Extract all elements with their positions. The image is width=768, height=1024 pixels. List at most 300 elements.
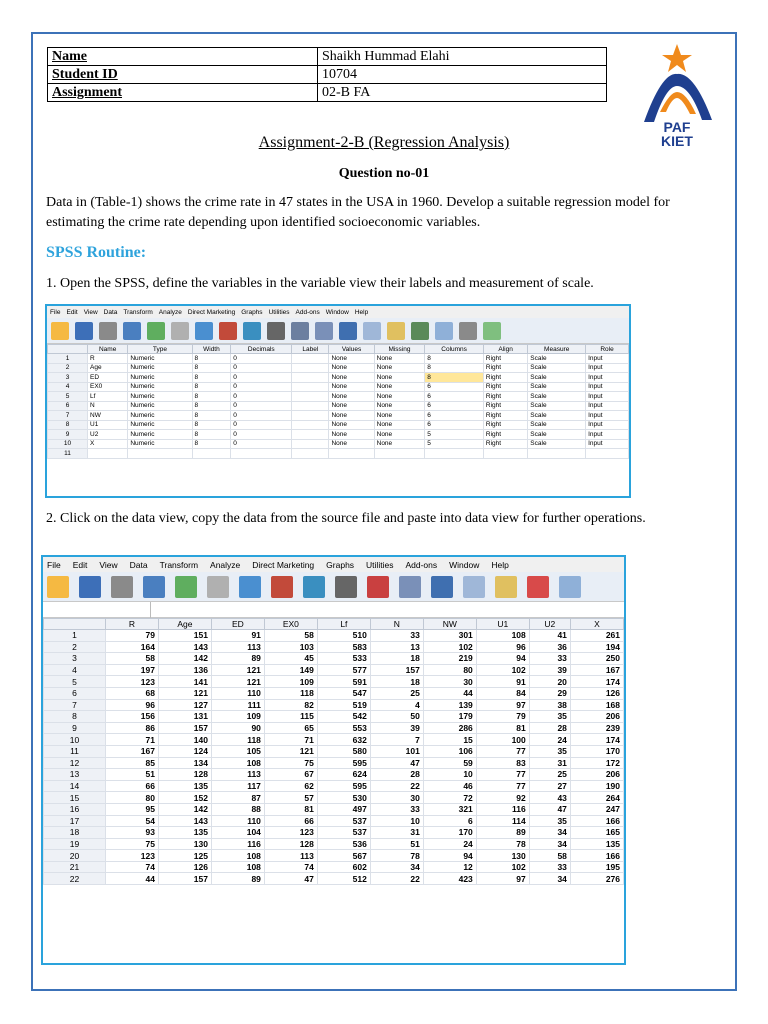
table-cell[interactable]: 108	[211, 850, 264, 862]
value-labels-icon[interactable]	[527, 576, 549, 598]
table-cell[interactable]: None	[374, 401, 425, 411]
column-header[interactable]: Age	[158, 619, 211, 630]
use-sets-icon[interactable]	[559, 576, 581, 598]
table-cell[interactable]: Scale	[528, 420, 586, 430]
table-cell[interactable]: 44	[106, 873, 159, 885]
redo-icon[interactable]	[207, 576, 229, 598]
table-cell[interactable]	[483, 449, 527, 459]
weight-cases-icon[interactable]	[363, 322, 381, 340]
table-cell[interactable]: 152	[158, 792, 211, 804]
table-cell[interactable]: 127	[158, 699, 211, 711]
table-cell[interactable]: 102	[423, 641, 476, 653]
table-cell[interactable]: Numeric	[128, 354, 192, 364]
table-cell[interactable]: Numeric	[128, 382, 192, 392]
table-cell[interactable]: 113	[211, 641, 264, 653]
table-cell[interactable]: 31	[529, 757, 570, 769]
table-cell[interactable]: 136	[158, 664, 211, 676]
table-cell[interactable]: None	[329, 382, 374, 392]
table-cell[interactable]: 39	[529, 664, 570, 676]
column-header[interactable]: U1	[476, 619, 529, 630]
table-cell[interactable]: 82	[264, 699, 317, 711]
table-cell[interactable]: 0	[231, 401, 292, 411]
table-cell[interactable]: 95	[106, 803, 159, 815]
table-cell[interactable]: Input	[586, 411, 629, 421]
table-cell[interactable]: Age	[88, 363, 128, 373]
table-cell[interactable]: 172	[570, 757, 623, 769]
table-cell[interactable]: 10	[370, 815, 423, 827]
table-cell[interactable]: Numeric	[128, 411, 192, 421]
table-cell[interactable]: 8	[192, 392, 231, 402]
column-header[interactable]: Missing	[374, 345, 425, 354]
menu-item[interactable]: Graphs	[326, 559, 355, 570]
table-cell[interactable]: 74	[264, 861, 317, 873]
table-cell[interactable]: 71	[264, 734, 317, 746]
row-number[interactable]: 18	[44, 827, 106, 839]
table-cell[interactable]: None	[374, 382, 425, 392]
table-cell[interactable]	[192, 449, 231, 459]
goto-variable-icon[interactable]	[219, 322, 237, 340]
table-cell[interactable]: 35	[529, 745, 570, 757]
spell-check-icon[interactable]	[483, 322, 501, 340]
table-cell[interactable]	[292, 430, 329, 440]
table-cell[interactable]: 206	[570, 711, 623, 723]
table-cell[interactable]: 128	[264, 838, 317, 850]
table-cell[interactable]: 72	[423, 792, 476, 804]
column-header[interactable]	[48, 345, 88, 354]
table-cell[interactable]: 151	[158, 630, 211, 642]
table-cell[interactable]: 170	[423, 827, 476, 839]
table-cell[interactable]: Input	[586, 354, 629, 364]
row-number[interactable]: 12	[44, 757, 106, 769]
row-number[interactable]: 13	[44, 769, 106, 781]
table-cell[interactable]: 36	[529, 641, 570, 653]
table-cell[interactable]: 142	[158, 803, 211, 815]
table-cell[interactable]	[292, 420, 329, 430]
find-icon[interactable]	[335, 576, 357, 598]
menu-item[interactable]: Add-ons	[405, 559, 438, 570]
table-cell[interactable]: 54	[106, 815, 159, 827]
table-cell[interactable]: 167	[106, 745, 159, 757]
table-cell[interactable]: 33	[370, 803, 423, 815]
table-cell[interactable]: 13	[370, 641, 423, 653]
show-all-icon[interactable]	[459, 322, 477, 340]
table-cell[interactable]: 28	[529, 722, 570, 734]
table-cell[interactable]: 6	[425, 392, 484, 402]
table-cell[interactable]: 139	[423, 699, 476, 711]
weight-cases-icon[interactable]	[463, 576, 485, 598]
table-cell[interactable]: Right	[483, 363, 527, 373]
table-cell[interactable]: 530	[317, 792, 370, 804]
table-cell[interactable]: 78	[476, 838, 529, 850]
menu-item[interactable]: Transform	[159, 559, 199, 570]
table-cell[interactable]: None	[329, 392, 374, 402]
row-number[interactable]: 14	[44, 780, 106, 792]
table-cell[interactable]: 195	[570, 861, 623, 873]
table-cell[interactable]	[329, 449, 374, 459]
table-cell[interactable]: None	[329, 354, 374, 364]
table-cell[interactable]: 77	[476, 780, 529, 792]
row-number[interactable]: 6	[48, 401, 88, 411]
row-number[interactable]: 10	[48, 439, 88, 449]
table-cell[interactable]: 5	[425, 430, 484, 440]
insert-variable-icon[interactable]	[399, 576, 421, 598]
table-cell[interactable]: 30	[423, 676, 476, 688]
table-cell[interactable]	[231, 449, 292, 459]
table-cell[interactable]: 0	[231, 363, 292, 373]
table-cell[interactable]	[292, 411, 329, 421]
table-cell[interactable]: None	[374, 354, 425, 364]
table-cell[interactable]: 51	[106, 769, 159, 781]
table-cell[interactable]: 46	[423, 780, 476, 792]
table-cell[interactable]: 30	[370, 792, 423, 804]
save-icon[interactable]	[75, 322, 93, 340]
table-cell[interactable]	[528, 449, 586, 459]
menu-item[interactable]: File	[50, 308, 61, 316]
table-cell[interactable]: 25	[370, 687, 423, 699]
table-cell[interactable]: 8	[192, 373, 231, 383]
table-cell[interactable]: 89	[211, 873, 264, 885]
table-cell[interactable]: 0	[231, 392, 292, 402]
menu-item[interactable]: Window	[325, 308, 349, 316]
table-cell[interactable]: 624	[317, 769, 370, 781]
menu-item[interactable]: Data	[103, 308, 118, 316]
find-icon[interactable]	[267, 322, 285, 340]
table-cell[interactable]: Right	[483, 401, 527, 411]
column-header[interactable]: Role	[586, 345, 629, 354]
column-header[interactable]: NW	[423, 619, 476, 630]
table-cell[interactable]: 34	[529, 838, 570, 850]
column-header[interactable]: N	[370, 619, 423, 630]
table-cell[interactable]: None	[374, 373, 425, 383]
table-cell[interactable]: 6	[425, 401, 484, 411]
table-cell[interactable]: Scale	[528, 401, 586, 411]
table-cell[interactable]: None	[374, 363, 425, 373]
table-cell[interactable]: 301	[423, 630, 476, 642]
table-cell[interactable]: 0	[231, 382, 292, 392]
table-cell[interactable]: Input	[586, 439, 629, 449]
menu-item[interactable]: Window	[449, 559, 480, 570]
table-cell[interactable]: Input	[586, 392, 629, 402]
table-cell[interactable]: 128	[158, 769, 211, 781]
split-file-icon[interactable]	[431, 576, 453, 598]
table-cell[interactable]: 250	[570, 653, 623, 665]
table-cell[interactable]: None	[329, 439, 374, 449]
table-cell[interactable]: 123	[264, 827, 317, 839]
table-cell[interactable]: 20	[529, 676, 570, 688]
dialog-recall-icon[interactable]	[123, 322, 141, 340]
open-folder-icon[interactable]	[47, 576, 69, 598]
table-cell[interactable]: 102	[476, 664, 529, 676]
table-cell[interactable]: 15	[423, 734, 476, 746]
table-cell[interactable]	[292, 382, 329, 392]
menu-item[interactable]: View	[99, 559, 118, 570]
table-cell[interactable]: 8	[192, 354, 231, 364]
table-cell[interactable]: 58	[264, 630, 317, 642]
table-cell[interactable]: 109	[264, 676, 317, 688]
table-cell[interactable]: 89	[211, 653, 264, 665]
table-cell[interactable]: 27	[529, 780, 570, 792]
table-cell[interactable]: 542	[317, 711, 370, 723]
table-cell[interactable]: 143	[158, 815, 211, 827]
table-cell[interactable]: 33	[370, 630, 423, 642]
goto-case-icon[interactable]	[195, 322, 213, 340]
table-cell[interactable]: 164	[106, 641, 159, 653]
table-cell[interactable]: 126	[158, 861, 211, 873]
table-cell[interactable]: Numeric	[128, 392, 192, 402]
table-cell[interactable]: 100	[476, 734, 529, 746]
menu-item[interactable]: Graphs	[241, 308, 263, 316]
table-cell[interactable]: 519	[317, 699, 370, 711]
table-cell[interactable]: 126	[570, 687, 623, 699]
row-number[interactable]: 9	[48, 430, 88, 440]
table-cell[interactable]: 0	[231, 420, 292, 430]
table-cell[interactable]: N	[88, 401, 128, 411]
table-cell[interactable]: 12	[423, 861, 476, 873]
row-number[interactable]: 4	[44, 664, 106, 676]
table-cell[interactable]: U2	[88, 430, 128, 440]
insert-cases-icon[interactable]	[291, 322, 309, 340]
goto-variable-icon[interactable]	[271, 576, 293, 598]
table-cell[interactable]: 264	[570, 792, 623, 804]
table-cell[interactable]: 553	[317, 722, 370, 734]
table-cell[interactable]	[292, 439, 329, 449]
row-number[interactable]: 19	[44, 838, 106, 850]
table-cell[interactable]: 115	[264, 711, 317, 723]
table-cell[interactable]: 75	[264, 757, 317, 769]
menu-item[interactable]: View	[83, 308, 98, 316]
menu-item[interactable]: Data	[129, 559, 148, 570]
row-number[interactable]: 1	[44, 630, 106, 642]
row-number[interactable]: 8	[48, 420, 88, 430]
table-cell[interactable]: 121	[211, 664, 264, 676]
table-cell[interactable]: Scale	[528, 411, 586, 421]
table-cell[interactable]: 121	[158, 687, 211, 699]
table-cell[interactable]: 168	[570, 699, 623, 711]
table-cell[interactable]: 197	[106, 664, 159, 676]
table-cell[interactable]: 423	[423, 873, 476, 885]
table-cell[interactable]: 174	[570, 676, 623, 688]
table-cell[interactable]: 0	[231, 411, 292, 421]
column-header[interactable]: Width	[192, 345, 231, 354]
menu-item[interactable]: Utilities	[366, 559, 394, 570]
goto-case-icon[interactable]	[239, 576, 261, 598]
column-header[interactable]: Columns	[425, 345, 484, 354]
table-cell[interactable]: 6	[423, 815, 476, 827]
table-cell[interactable]: 166	[570, 850, 623, 862]
table-cell[interactable]: 580	[317, 745, 370, 757]
table-cell[interactable]: 8	[192, 430, 231, 440]
table-cell[interactable]: None	[329, 430, 374, 440]
table-cell[interactable]: 58	[106, 653, 159, 665]
table-cell[interactable]: 206	[570, 769, 623, 781]
table-cell[interactable]: 143	[158, 641, 211, 653]
table-cell[interactable]: 80	[423, 664, 476, 676]
table-cell[interactable]: 190	[570, 780, 623, 792]
column-header[interactable]: Lf	[317, 619, 370, 630]
table-cell[interactable]: 165	[570, 827, 623, 839]
table-cell[interactable]: 116	[211, 838, 264, 850]
table-cell[interactable]	[425, 449, 484, 459]
table-cell[interactable]: 130	[158, 838, 211, 850]
table-cell[interactable]: Input	[586, 430, 629, 440]
table-cell[interactable]: 567	[317, 850, 370, 862]
table-cell[interactable]: 80	[106, 792, 159, 804]
table-cell[interactable]: 50	[370, 711, 423, 723]
table-cell[interactable]: Numeric	[128, 373, 192, 383]
table-cell[interactable]: 219	[423, 653, 476, 665]
table-cell[interactable]: 135	[570, 838, 623, 850]
column-header[interactable]	[44, 619, 106, 630]
table-cell[interactable]: Right	[483, 439, 527, 449]
table-cell[interactable]	[292, 354, 329, 364]
table-cell[interactable]: 6	[425, 382, 484, 392]
table-cell[interactable]: 97	[476, 699, 529, 711]
table-cell[interactable]: 101	[370, 745, 423, 757]
table-cell[interactable]: EX0	[88, 382, 128, 392]
table-cell[interactable]: Scale	[528, 439, 586, 449]
table-cell[interactable]: Numeric	[128, 439, 192, 449]
table-cell[interactable]: 25	[529, 769, 570, 781]
table-cell[interactable]: 35	[529, 711, 570, 723]
table-cell[interactable]: 77	[476, 769, 529, 781]
table-cell[interactable]: 533	[317, 653, 370, 665]
menu-item[interactable]: Edit	[72, 559, 88, 570]
menu-item[interactable]: Help	[491, 559, 509, 570]
table-cell[interactable]: 114	[476, 815, 529, 827]
column-header[interactable]: Align	[483, 345, 527, 354]
save-icon[interactable]	[79, 576, 101, 598]
table-cell[interactable]: 547	[317, 687, 370, 699]
table-cell[interactable]: 79	[106, 630, 159, 642]
table-cell[interactable]: 261	[570, 630, 623, 642]
row-number[interactable]: 5	[48, 392, 88, 402]
table-cell[interactable]	[292, 363, 329, 373]
row-number[interactable]: 20	[44, 850, 106, 862]
row-number[interactable]: 3	[44, 653, 106, 665]
table-cell[interactable]: 89	[476, 827, 529, 839]
table-cell[interactable]: 537	[317, 827, 370, 839]
table-cell[interactable]: 29	[529, 687, 570, 699]
table-cell[interactable]: 104	[211, 827, 264, 839]
table-cell[interactable]: Scale	[528, 392, 586, 402]
row-number[interactable]: 11	[48, 449, 88, 459]
table-cell[interactable]: 94	[476, 653, 529, 665]
table-cell[interactable]: Input	[586, 363, 629, 373]
table-cell[interactable]: U1	[88, 420, 128, 430]
table-cell[interactable]: 35	[529, 815, 570, 827]
row-number[interactable]: 22	[44, 873, 106, 885]
table-cell[interactable]: 47	[529, 803, 570, 815]
table-cell[interactable]: 59	[423, 757, 476, 769]
table-cell[interactable]: None	[329, 401, 374, 411]
row-number[interactable]: 7	[44, 699, 106, 711]
table-cell[interactable]: 111	[211, 699, 264, 711]
table-cell[interactable]: 135	[158, 780, 211, 792]
table-cell[interactable]: 34	[529, 873, 570, 885]
variables-icon[interactable]	[303, 576, 325, 598]
open-folder-icon[interactable]	[51, 322, 69, 340]
table-cell[interactable]: ED	[88, 373, 128, 383]
table-cell[interactable]: None	[374, 430, 425, 440]
table-cell[interactable]: 18	[370, 676, 423, 688]
table-cell[interactable]: 38	[529, 699, 570, 711]
table-cell[interactable]: 167	[570, 664, 623, 676]
table-cell[interactable]: 108	[211, 861, 264, 873]
table-cell[interactable]: 118	[211, 734, 264, 746]
table-cell[interactable]	[292, 392, 329, 402]
table-cell[interactable]: X	[88, 439, 128, 449]
table-cell[interactable]: 194	[570, 641, 623, 653]
table-cell[interactable]	[128, 449, 192, 459]
table-cell[interactable]: 0	[231, 373, 292, 383]
table-cell[interactable]: 141	[158, 676, 211, 688]
table-cell[interactable]: 8	[425, 354, 484, 364]
table-cell[interactable]: 135	[158, 827, 211, 839]
table-cell[interactable]: 65	[264, 722, 317, 734]
undo-icon[interactable]	[175, 576, 197, 598]
table-cell[interactable]: 44	[423, 687, 476, 699]
column-header[interactable]: ED	[211, 619, 264, 630]
table-cell[interactable]: 117	[211, 780, 264, 792]
table-cell[interactable]: 4	[370, 699, 423, 711]
table-cell[interactable]: 583	[317, 641, 370, 653]
column-header[interactable]: Name	[88, 345, 128, 354]
table-cell[interactable]: 8	[192, 439, 231, 449]
table-cell[interactable]: 121	[211, 676, 264, 688]
table-cell[interactable]: 47	[370, 757, 423, 769]
table-cell[interactable]: 497	[317, 803, 370, 815]
column-header[interactable]: Label	[292, 345, 329, 354]
table-cell[interactable]: 602	[317, 861, 370, 873]
table-cell[interactable]	[586, 449, 629, 459]
column-header[interactable]: X	[570, 619, 623, 630]
menu-item[interactable]: Direct Marketing	[187, 308, 236, 316]
table-cell[interactable]: 88	[211, 803, 264, 815]
menu-item[interactable]: Direct Marketing	[252, 559, 315, 570]
table-cell[interactable]: 5	[425, 439, 484, 449]
table-cell[interactable]: 8	[192, 411, 231, 421]
row-number[interactable]: 4	[48, 382, 88, 392]
table-cell[interactable]: None	[329, 363, 374, 373]
table-cell[interactable]: 8	[192, 363, 231, 373]
table-cell[interactable]: 102	[476, 861, 529, 873]
table-cell[interactable]	[88, 449, 128, 459]
table-cell[interactable]: 91	[211, 630, 264, 642]
menu-item[interactable]: Add-ons	[295, 308, 320, 316]
table-cell[interactable]: 68	[106, 687, 159, 699]
table-cell[interactable]: 96	[476, 641, 529, 653]
menu-item[interactable]: Analyze	[210, 559, 241, 570]
menu-item[interactable]: Help	[354, 308, 369, 316]
row-number[interactable]: 2	[44, 641, 106, 653]
table-cell[interactable]: 71	[106, 734, 159, 746]
table-cell[interactable]: 276	[570, 873, 623, 885]
table-cell[interactable]: 512	[317, 873, 370, 885]
row-number[interactable]: 9	[44, 722, 106, 734]
table-cell[interactable]: 140	[158, 734, 211, 746]
table-cell[interactable]: 86	[106, 722, 159, 734]
table-cell[interactable]: 22	[370, 873, 423, 885]
menu-item[interactable]: Analyze	[158, 308, 182, 316]
table-cell[interactable]: 33	[529, 861, 570, 873]
row-number[interactable]: 6	[44, 687, 106, 699]
table-cell[interactable]: 28	[370, 769, 423, 781]
menu-item[interactable]: Transform	[123, 308, 153, 316]
table-cell[interactable]: 67	[264, 769, 317, 781]
table-cell[interactable]: 81	[264, 803, 317, 815]
table-cell[interactable]: None	[329, 420, 374, 430]
undo-icon[interactable]	[147, 322, 165, 340]
